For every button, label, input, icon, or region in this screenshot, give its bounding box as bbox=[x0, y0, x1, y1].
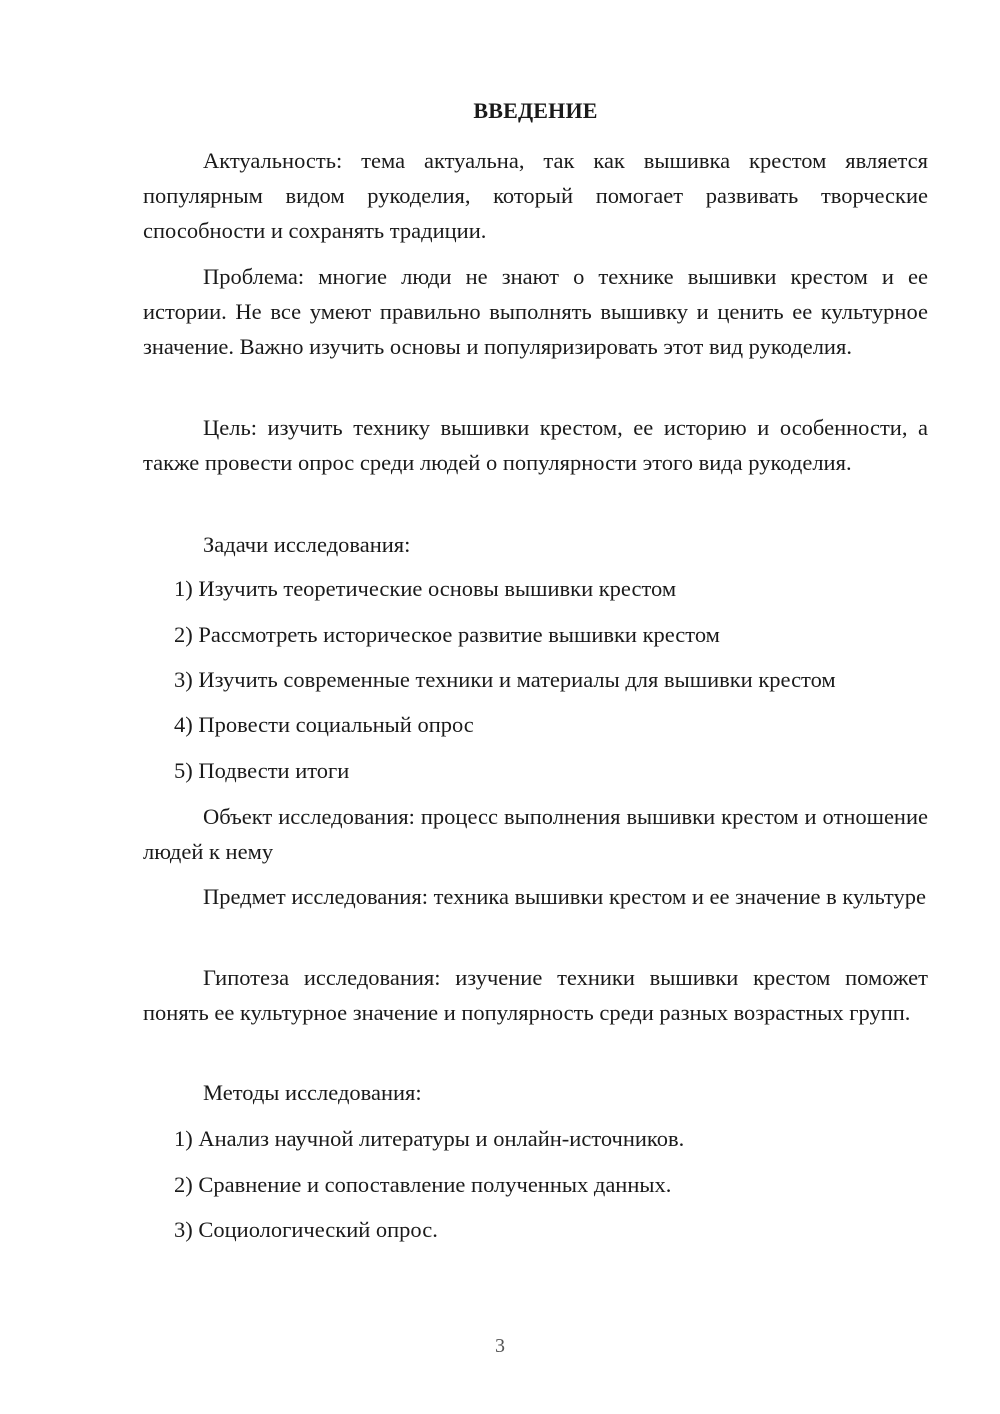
task-item: 3) Изучить современные техники и материалы для вышивки крестом bbox=[174, 667, 836, 692]
task-item: 2) Рассмотреть историческое развитие вышивки крестом bbox=[174, 622, 720, 647]
relevance-paragraph: Актуальность: тема актуальна, так как вышивка крестом является популярным видом рукоделия, который помогает развивать творческие способности и сохранять традиции. bbox=[143, 148, 928, 243]
task-item: 4) Провести социальный опрос bbox=[174, 712, 474, 737]
page-title: ВВЕДЕНИЕ bbox=[473, 98, 598, 123]
method-item: 1) Анализ научной литературы и онлайн-источников. bbox=[174, 1126, 685, 1151]
subject-paragraph: Предмет исследования: техника вышивки крестом и ее значение в культуре bbox=[203, 884, 926, 909]
task-item: 5) Подвести итоги bbox=[174, 758, 350, 783]
tasks-heading: Задачи исследования: bbox=[203, 532, 411, 557]
goal-paragraph: Цель: изучить технику вышивки крестом, ее историю и особенности, а также провести опрос среди людей о популярности этого вида рукоделия. bbox=[143, 415, 928, 475]
object-paragraph: Объект исследования: процесс выполнения вышивки крестом и отношение людей к нему bbox=[143, 804, 928, 864]
page-number: 3 bbox=[495, 1335, 505, 1357]
method-item: 2) Сравнение и сопоставление полученных данных. bbox=[174, 1172, 672, 1197]
hypothesis-paragraph: Гипотеза исследования: изучение техники вышивки крестом поможет понять ее культурное значение и популярность среди разных возрастных групп. bbox=[143, 965, 928, 1025]
method-item: 3) Социологический опрос. bbox=[174, 1217, 438, 1242]
problem-paragraph: Проблема: многие люди не знают о технике вышивки крестом и ее истории. Не все умеют правильно выполнять вышивку и ценить ее культурное значение. Важно изучить основы и популяризировать этот вид рукоделия. bbox=[143, 264, 928, 359]
methods-heading: Методы исследования: bbox=[203, 1080, 422, 1105]
task-item: 1) Изучить теоретические основы вышивки крестом bbox=[174, 576, 677, 601]
